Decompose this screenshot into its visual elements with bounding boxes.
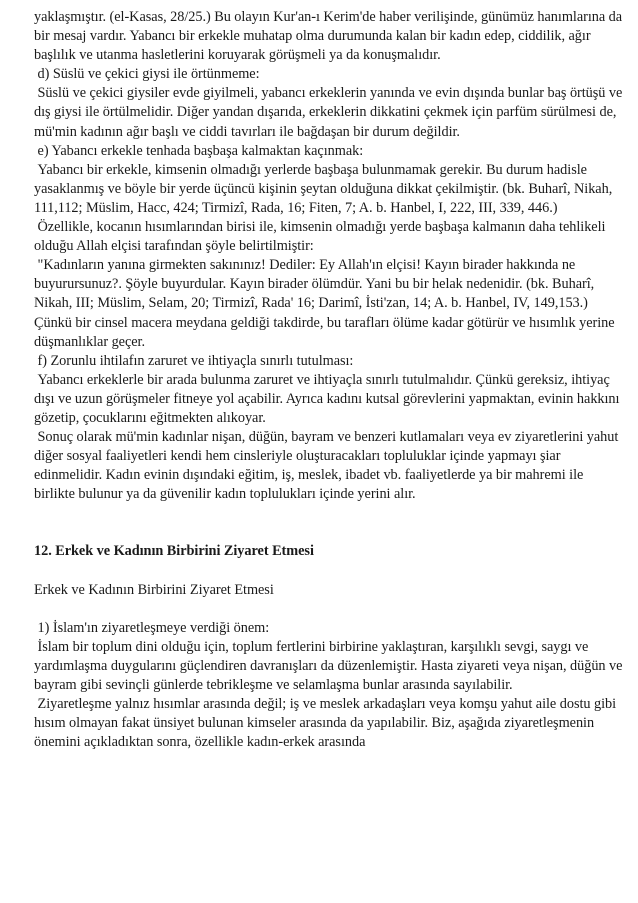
paragraph-item-f-body: Yabancı erkeklerle bir arada bulunma zaruret ve ihtiyaçla sınırlı tutulmalıdır. Çünkü gereksiz, ihtiyaç dışı ve uzun görüşmeler fitneye yol açabilir. Ayrıca kadını kutsal görevlerini yapmaktan, evinin hakkını gözetip, çocuklarını eğitmekten alıkoyar. [34,371,623,426]
paragraph-item-d-heading: d) Süslü ve çekici giysi ile örtünmeme: [34,66,260,83]
paragraph-item-d-body: Süslü ve çekici giysiler evde giyilmeli, yabancı erkeklerin yanında ve evin dışında bunlar baş örtüşü ve dış giysi ile örtülmelidir. Diğer yandan dışarıda, erkeklerin dikkatini çekmek için parfüm sürülmesi de, mü'min kadının ağır başlı ve ciddi tavırları ile bağdaşan bir durum değildir. [34,85,626,140]
section-item-1-heading: 1) İslam'ın ziyaretleşmeye verdiği önem: [34,619,270,636]
section-item-1-body-2: Ziyaretleşme yalnız hısımlar arasında değil; iş ve meslek arkadaşları veya komşu yahut aile dostu gibi hısım olmayan fakat ünsiyet bulunan kimseler arasında da yapılabilir. Biz, aşağıda ziyaretleşmenin önemini açıkladıktan sonra, özellikle kadın-erkek arasında [34,696,620,751]
subtitle-spacer [34,600,624,619]
paragraph-intro: yaklaşmıştır. (el-Kasas, 28/25.) Bu olayın Kur'an-ı Kerim'de haber verilişinde, günümüz hanımlarına da bir mesaj vardır. Yabancı bir erkekle muhatap olma durumunda kalan bir kadın edep, ciddilik, ağır başlılık ve utanma hasletlerini koruyarak görüşmeli ya da konuşmalıdır. [34,9,626,64]
paragraph-item-e-body: Yabancı bir erkekle, kimsenin olmadığı yerlerde başbaşa bulunmamak gerekir. Bu durum hadisle yasaklanmış ve böyle bir yerde üçüncü kişinin şeytan olduğuna dikkat çekilmiştir. (bk. Buharî, Nikah, 111,112; Müslim, Hacc, 424; Tirmizî, Rada, 16; Fiten, 7; A. b. Hanbel, I, 222, III, 339, 446.) [34,161,616,216]
heading-spacer [34,562,624,581]
paragraph-item-f-heading: f) Zorunlu ihtilafın zaruret ve ihtiyaçla sınırlı tutulması: [34,352,354,369]
paragraph-conclusion: Sonuç olarak mü'min kadınlar nişan, düğün, bayram ve benzeri kutlamaları veya ev ziyaretlerini yahut diğer sosyal faaliyetleri kendi hem cinsleriyle oluşturacakları topluluklar içinde yapmayı şiar edinmelidir. Kadın evinin dışındaki eğitim, iş, meslek, ibadet vb. faaliyetlerde ya bir mahremi ile birlikte bulunur ya da güvenilir kadın toplulukları içinde yerini alır. [34,429,622,503]
section-item-1-body: İslam bir toplum dini olduğu için, toplum fertlerini birbirine yaklaştıran, karşılıklı sevgi, saygı ve yardımlaşma duygularını güçlendiren davranışları da düzenlemiştir. Hasta ziyareti veya nişan, düğün ve bayram gibi sevinçli günlerde tebrikleşme ve selamlaşma bunlar arasında sayılabilir. [34,638,626,693]
paragraph-item-e-body-2: Özellikle, kocanın hısımlarından birisi ile, kimsenin olmadığı yerde başbaşa kalmanın daha tehlikeli olduğu Allah elçisi tarafından şöyle belirtilmiştir: [34,219,609,255]
paragraph-item-e-heading: e) Yabancı erkekle tenhada başbaşa kalmaktan kaçınmak: [34,142,364,159]
document-page [34,8,624,752]
section-subtitle: Erkek ve Kadının Birbirini Ziyaret Etmesi [34,581,274,598]
section-spacer [34,504,624,542]
paragraph-hadith-quote: "Kadınların yanına girmekten sakınınız! Dediler: Ey Allah'ın elçisi! Kayın birader hakkında ne buyurursunuz?. Şöyle buyurdular. Kayın birader ölümdür. Yani bu bir helak nedenidir. (bk. Buharî, Nikah, III; Müslim, Selam, 20; Tirmizî, Rada' 16; Darimî, İsti'zan, 14; A. b. Hanbel, IV, 149,153.) Çünkü bir cinsel macera meydana geldiği takdirde, bu tarafları ölüme kadar götürür ve hısımlık yerine düşmanlıklar geçer. [34,257,619,350]
section-heading: 12. Erkek ve Kadının Birbirini Ziyaret Etmesi [34,543,314,560]
